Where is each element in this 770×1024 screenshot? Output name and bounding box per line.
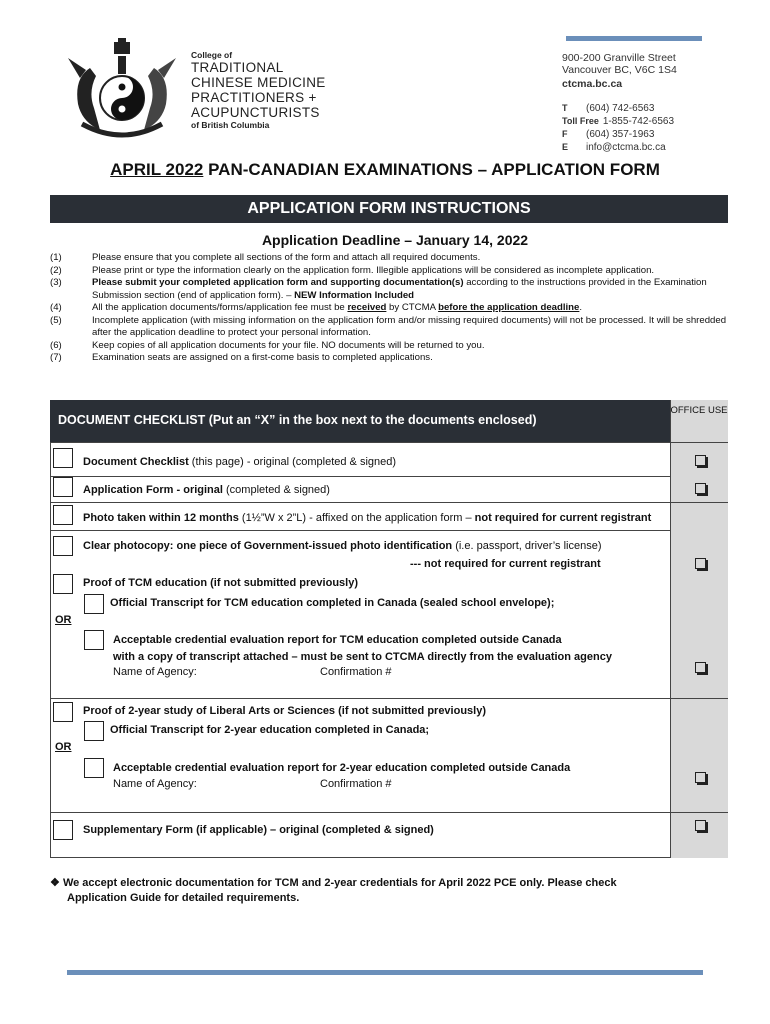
instruction-text: received	[347, 302, 387, 313]
office-use-checkbox[interactable]	[695, 483, 706, 494]
instruction-text: NEW Information Included	[294, 289, 415, 301]
title-text: PAN-CANADIAN EXAMINATIONS – APPLICATION FORM	[203, 160, 660, 179]
checklist-header-text: DOCUMENT CHECKLIST (Put an “X” in the box next to the documents enclosed)	[58, 413, 537, 427]
instruction-number: (5)	[50, 314, 62, 326]
instruction-number: (3)	[50, 277, 62, 288]
item-title: Proof of TCM education (if not submitted previously)	[83, 577, 358, 589]
checklist-header	[50, 400, 670, 442]
row-divider	[50, 698, 728, 699]
item-detail: (completed & signed)	[222, 484, 330, 496]
item-option: Official Transcript for 2-year education completed in Canada;	[110, 724, 430, 736]
checklist-item	[83, 539, 602, 553]
college-name-line: PRACTITIONERS +	[191, 90, 317, 105]
page-title	[0, 160, 770, 180]
college-name-line: College of	[191, 50, 233, 60]
instruction-text: before the application deadline	[438, 302, 580, 313]
instruction-text: All the application documents/forms/application fee must be	[92, 302, 348, 313]
tollfree-number: 1-855-742-6563	[602, 116, 675, 127]
address-block	[562, 52, 677, 90]
college-name-line: of British Columbia	[191, 120, 270, 130]
item-note: --- not required for current registrant	[410, 558, 601, 570]
diamond-bullet-icon: ❖	[50, 877, 60, 889]
item-option: with a copy of transcript attached – must be sent to CTCMA directly from the evaluation agency	[113, 651, 612, 663]
instruction-item	[50, 352, 730, 365]
instruction-number: (2)	[50, 264, 62, 276]
office-use-checkbox[interactable]	[695, 455, 706, 466]
instruction-number: (4)	[50, 302, 62, 313]
row-divider	[50, 442, 728, 443]
instruction-item	[50, 277, 730, 302]
agency-name-label: Name of Agency:	[113, 666, 197, 678]
instruction-text: Please ensure that you complete all sections of the form and attach all required documents.	[92, 252, 481, 263]
address-line: 900-200 Granville Street	[562, 52, 676, 64]
website-link[interactable]: ctcma.bc.ca	[562, 78, 623, 90]
item-option: Acceptable credential evaluation report for TCM education completed outside Canada	[113, 634, 562, 646]
office-use-checkbox[interactable]	[695, 820, 706, 831]
instruction-item	[50, 315, 730, 340]
photo-id-checkbox[interactable]	[53, 536, 73, 556]
tcm-foreign-evaluation-checkbox[interactable]	[84, 630, 104, 650]
row-divider	[50, 530, 670, 531]
item-note: not required for current registrant	[474, 512, 652, 524]
instruction-text: .	[579, 302, 583, 313]
checklist-item	[83, 455, 396, 469]
instruction-text: Please submit your completed application form and supporting documentation(s)	[92, 277, 464, 288]
college-crest-logo	[60, 38, 184, 142]
instruction-text: according to the instructions provided in the Examination Submission section (end of application form). –	[92, 277, 707, 301]
instruction-text: Keep copies of all application documents for your file. NO documents will be returned to you.	[92, 339, 485, 351]
instruction-item	[50, 252, 730, 265]
instruction-text: by CTCMA	[386, 302, 439, 313]
row-divider	[50, 502, 728, 503]
item-detail: (this page) - original (completed & signed)	[188, 456, 397, 468]
item-title: Supplementary Form (if applicable) – original (completed & signed)	[83, 824, 434, 836]
confirmation-label: Confirmation #	[320, 666, 392, 678]
item-detail: (1½”W x 2”L) - affixed on the application form –	[238, 512, 475, 524]
electronic-documentation-note	[50, 876, 730, 906]
office-use-checkbox[interactable]	[695, 558, 706, 569]
item-title: Clear photocopy: one piece of Government-issued photo identification	[83, 540, 453, 552]
note-text: Application Guide for detailed requirements.	[67, 892, 300, 904]
fax-number: (604) 357-1963	[586, 129, 655, 140]
item-title: Proof of 2-year study of Liberal Arts or Sciences (if not submitted previously)	[83, 705, 486, 717]
item-detail: (i.e. passport, driver’s license)	[452, 540, 602, 552]
tollfree-label: Toll Free	[562, 116, 599, 126]
footer-accent-bar	[67, 970, 703, 975]
item-option: Acceptable credential evaluation report for 2-year education completed outside Canada	[113, 762, 571, 774]
instruction-number: (6)	[50, 339, 62, 351]
college-name-line: TRADITIONAL	[191, 60, 284, 75]
header-accent-bar	[566, 36, 702, 41]
instruction-item	[50, 340, 730, 353]
instruction-number: (1)	[50, 252, 62, 263]
photo-checkbox[interactable]	[53, 505, 73, 525]
liberal-arts-checkbox[interactable]	[53, 702, 73, 722]
row-divider	[50, 812, 728, 813]
agency-name-label: Name of Agency:	[113, 778, 197, 790]
note-text: We accept electronic documentation for TCM and 2-year credentials for April 2022 PCE only. Please check	[62, 877, 617, 889]
instruction-text: Examination seats are assigned on a first-come basis to completed applications.	[92, 352, 433, 363]
instruction-text: Please print or type the information clearly on the application form. Illegible applications will be considered as incomplete application.	[92, 264, 655, 276]
title-date: APRIL 2022	[110, 160, 204, 179]
office-use-label: OFFICE USE	[670, 405, 728, 416]
email-link[interactable]: info@ctcma.bc.ca	[586, 142, 666, 153]
or-label: OR	[55, 614, 72, 626]
instruction-number: (7)	[50, 352, 62, 363]
address-line: Vancouver BC, V6C 1S4	[562, 64, 677, 76]
office-use-checkbox[interactable]	[695, 772, 706, 783]
phone-number: (604) 742-6563	[586, 103, 655, 114]
instruction-text: Incomplete application (with missing information on the application form and/or missing required documents) will not be processed. It will be shredded after the application deadline to protect your personal information.	[92, 314, 727, 338]
liberal-arts-foreign-checkbox[interactable]	[84, 758, 104, 778]
liberal-arts-canada-checkbox[interactable]	[84, 721, 104, 741]
fax-label: F	[562, 129, 568, 139]
office-use-checkbox[interactable]	[695, 662, 706, 673]
document-checklist-checkbox[interactable]	[53, 448, 73, 468]
item-title: Application Form - original	[83, 484, 223, 496]
item-option: Official Transcript for TCM education completed in Canada (sealed school envelope);	[110, 597, 555, 609]
tcm-education-checkbox[interactable]	[53, 574, 73, 594]
tcm-canada-transcript-checkbox[interactable]	[84, 594, 104, 614]
or-label: OR	[55, 741, 72, 753]
confirmation-label: Confirmation #	[320, 778, 392, 790]
supplementary-form-checkbox[interactable]	[53, 820, 73, 840]
checklist-item	[83, 511, 651, 525]
phone-label: T	[562, 103, 568, 113]
instructions-banner: APPLICATION FORM INSTRUCTIONS	[50, 195, 728, 223]
item-title: Document Checklist	[83, 456, 189, 468]
row-divider	[50, 476, 670, 477]
office-use-column	[670, 400, 728, 858]
college-name-line: CHINESE MEDICINE	[191, 75, 326, 90]
application-deadline: Application Deadline – January 14, 2022	[261, 232, 529, 248]
contact-block	[562, 102, 674, 154]
college-name	[191, 50, 326, 130]
instructions-list	[50, 252, 730, 365]
instruction-item	[50, 302, 730, 315]
item-title: Photo taken within 12 months	[83, 512, 239, 524]
application-form-checkbox[interactable]	[53, 477, 73, 497]
college-name-line: ACUPUNCTURISTS	[191, 105, 320, 120]
email-label: E	[562, 142, 569, 152]
checklist-item	[83, 483, 330, 497]
instruction-item	[50, 265, 730, 278]
